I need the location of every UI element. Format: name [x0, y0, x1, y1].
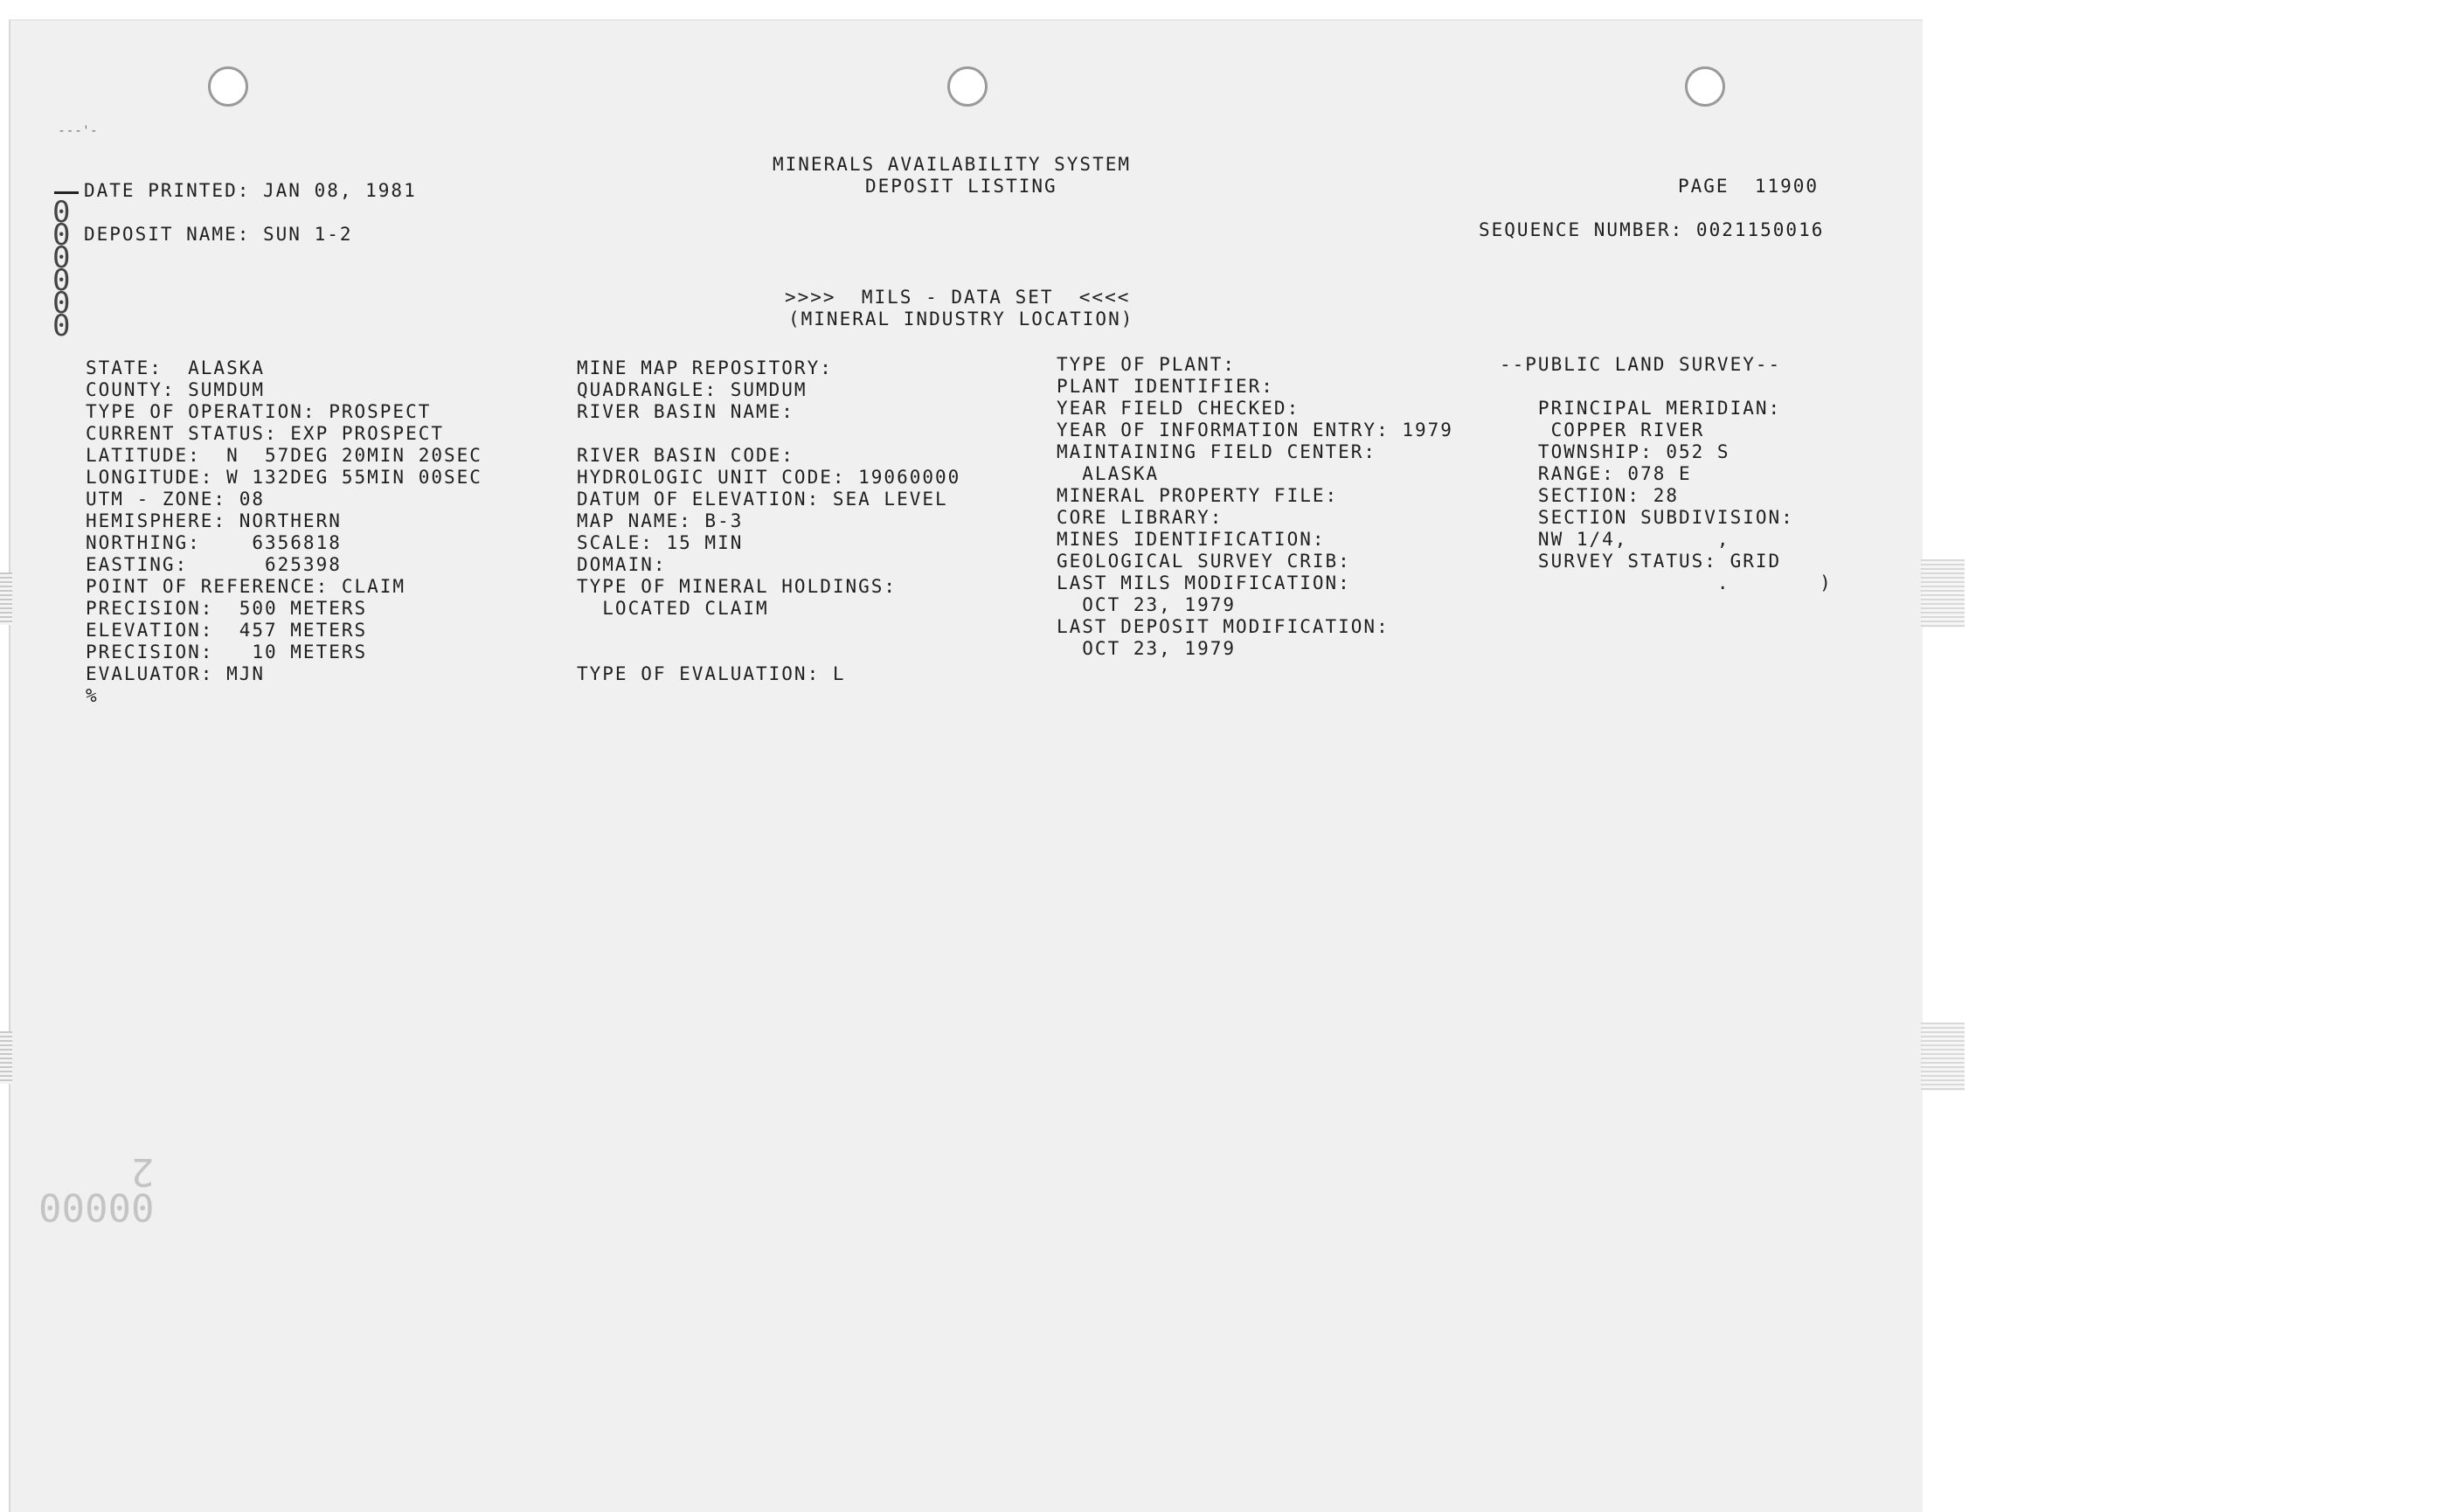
field-line: LONGITUDE: W 132DEG 55MIN 00SEC	[86, 467, 482, 488]
page-number: PAGE 11900	[1678, 176, 1820, 197]
margin-faint-codes: 00000 2	[38, 1149, 155, 1229]
dataset-title: >>>> MILS - DATA SET <<<<	[785, 287, 1131, 308]
field-line: COPPER RIVER	[1500, 420, 1705, 440]
field-line: NORTHING: 6356818	[86, 532, 342, 553]
field-line: MAP NAME: B-3	[577, 510, 744, 531]
field-line: SURVEY STATUS: GRID	[1500, 551, 1782, 572]
field-line: MINES IDENTIFICATION:	[1057, 529, 1326, 550]
field-line: POINT OF REFERENCE: CLAIM	[86, 576, 406, 597]
field-line: COUNTY: SUMDUM	[86, 379, 266, 400]
field-line: TYPE OF OPERATION: PROSPECT	[86, 401, 432, 422]
punch-hole-left	[208, 66, 248, 107]
field-line: HEMISPHERE: NORTHERN	[86, 510, 342, 531]
field-line: RIVER BASIN NAME:	[577, 401, 794, 422]
field-line: PRECISION: 10 METERS	[86, 642, 368, 662]
field-line: TYPE OF PLANT:	[1057, 354, 1237, 375]
field-line: GEOLOGICAL SURVEY CRIB:	[1057, 551, 1351, 572]
scan-artifact	[0, 572, 12, 625]
field-line: CORE LIBRARY:	[1057, 507, 1224, 528]
punch-hole-center	[947, 66, 988, 107]
field-line: DOMAIN:	[577, 554, 667, 575]
dataset-subtitle: (MINERAL INDUSTRY LOCATION)	[788, 309, 1134, 329]
field-line: RIVER BASIN CODE:	[577, 445, 794, 466]
margin-mark	[54, 191, 79, 194]
field-line: ALASKA	[1057, 463, 1160, 484]
field-line: PLANT IDENTIFIER:	[1057, 376, 1274, 397]
field-line: ELEVATION: 457 METERS	[86, 620, 368, 641]
listing-title: DEPOSIT LISTING	[865, 176, 1057, 197]
field-line: LAST MILS MODIFICATION:	[1057, 572, 1351, 593]
field-line: EASTING: 625398	[86, 554, 342, 575]
field-line: CURRENT STATUS: EXP PROSPECT	[86, 423, 445, 444]
margin-scribble: - - - ' -	[59, 124, 96, 138]
field-line: --PUBLIC LAND SURVEY--	[1500, 354, 1782, 375]
field-line: NW 1/4, ,	[1500, 529, 1730, 550]
field-line: %	[86, 685, 99, 706]
field-line: RANGE: 078 E	[1500, 463, 1692, 484]
margin-codes: 0 0 0 0 0 0	[52, 195, 71, 343]
punch-hole-right	[1685, 66, 1725, 107]
field-line: MAINTAINING FIELD CENTER:	[1057, 441, 1377, 462]
field-line: LAST DEPOSIT MODIFICATION:	[1057, 616, 1390, 637]
field-line: OCT 23, 1979	[1057, 594, 1237, 615]
field-line: TYPE OF MINERAL HOLDINGS:	[577, 576, 898, 597]
field-line: YEAR OF INFORMATION ENTRY: 1979	[1057, 420, 1453, 440]
field-line: OCT 23, 1979	[1057, 638, 1237, 659]
scan-artifact	[0, 1031, 12, 1084]
field-line: LATITUDE: N 57DEG 20MIN 20SEC	[86, 445, 482, 466]
date-printed: DATE PRINTED: JAN 08, 1981	[84, 180, 417, 201]
field-line: EVALUATOR: MJN	[86, 663, 266, 684]
system-title: MINERALS AVAILABILITY SYSTEM	[773, 154, 1132, 175]
field-line: UTM - ZONE: 08	[86, 489, 266, 510]
field-line: STATE: ALASKA	[86, 357, 266, 378]
field-line: DATUM OF ELEVATION: SEA LEVEL	[577, 489, 948, 510]
field-line: PRINCIPAL MERIDIAN:	[1500, 398, 1782, 419]
field-line: YEAR FIELD CHECKED:	[1057, 398, 1300, 419]
sequence-number: SEQUENCE NUMBER: 0021150016	[1479, 219, 1825, 240]
field-line: HYDROLOGIC UNIT CODE: 19060000	[577, 467, 961, 488]
field-line: QUADRANGLE: SUMDUM	[577, 379, 808, 400]
field-line: PRECISION: 500 METERS	[86, 598, 368, 619]
field-line: LOCATED CLAIM	[577, 598, 769, 619]
field-line: TOWNSHIP: 052 S	[1500, 441, 1730, 462]
field-line: SECTION: 28	[1500, 485, 1680, 506]
scan-artifact	[1921, 1023, 1965, 1091]
field-line: MINE MAP REPOSITORY:	[577, 357, 833, 378]
scan-artifact	[1921, 559, 1965, 628]
deposit-name: DEPOSIT NAME: SUN 1-2	[84, 224, 353, 245]
field-line: MINERAL PROPERTY FILE:	[1057, 485, 1339, 506]
field-line: SCALE: 15 MIN	[577, 532, 744, 553]
field-line: SECTION SUBDIVISION:	[1500, 507, 1794, 528]
field-line: TYPE OF EVALUATION: L	[577, 663, 846, 684]
field-line: . )	[1500, 572, 1833, 593]
